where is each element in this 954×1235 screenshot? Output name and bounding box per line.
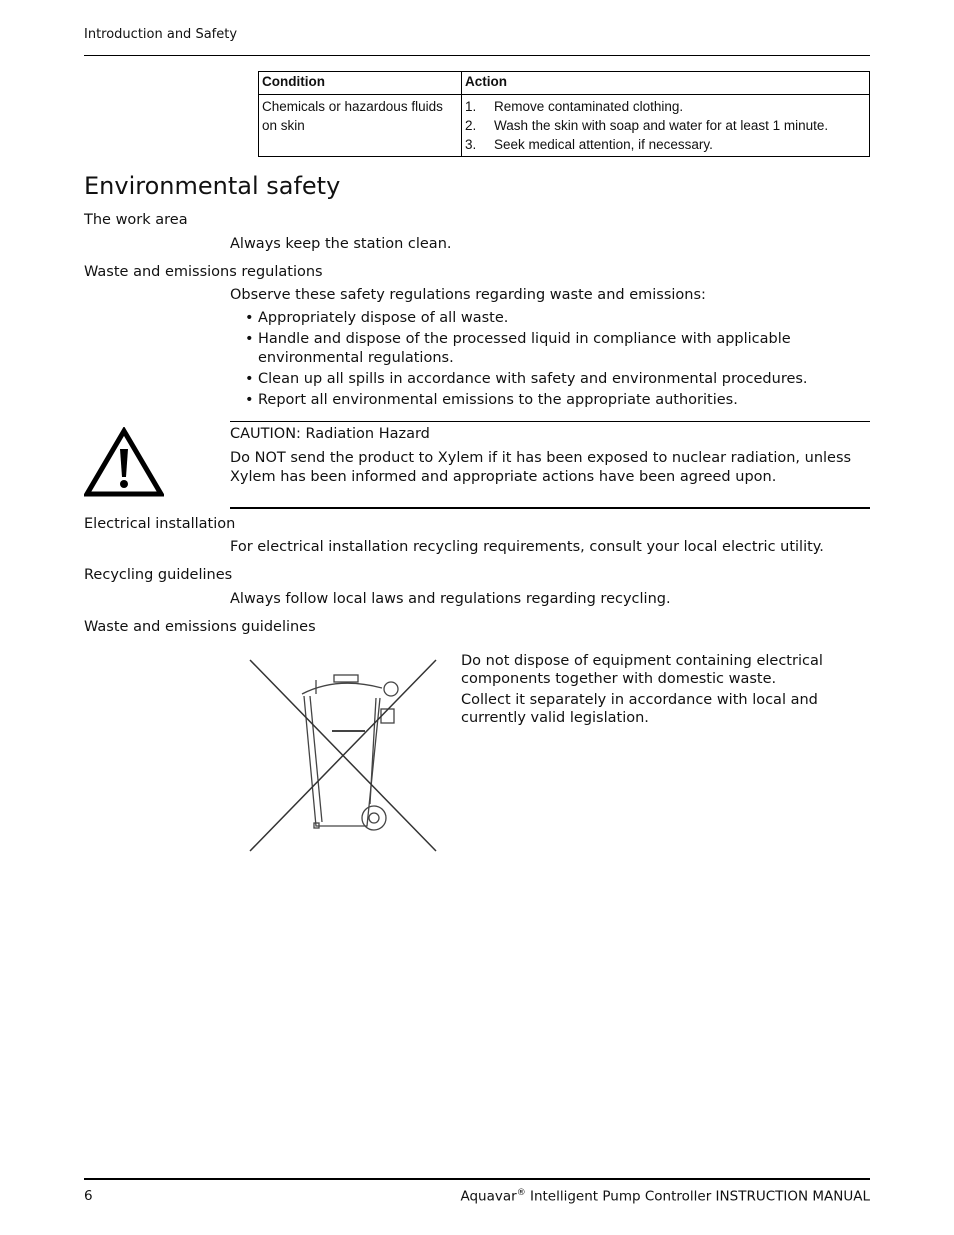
warning-triangle-icon bbox=[84, 427, 164, 497]
work-area-heading: The work area bbox=[84, 212, 188, 228]
step-number: 1. bbox=[465, 99, 477, 114]
table-row bbox=[259, 95, 870, 157]
paragraph: Do not dispose of equipment containing electrical components together with domestic waste. bbox=[461, 653, 823, 687]
bullet-glyph: • bbox=[245, 331, 254, 347]
bullet-glyph: • bbox=[245, 392, 254, 408]
list-item bbox=[245, 370, 845, 389]
waste-guidelines-heading: Waste and emissions guidelines bbox=[84, 619, 316, 635]
caution-title: CAUTION: Radiation Hazard bbox=[230, 426, 430, 442]
section-title: Environmental safety bbox=[84, 172, 341, 200]
registered-mark: ® bbox=[516, 1188, 526, 1198]
table-cell-condition: Chemicals or hazardous fluids on skin bbox=[259, 95, 462, 157]
caution-text: Do NOT send the product to Xylem if it has been exposed to nuclear radiation, unless Xylem has been informed and appropriate actions have been agreed upon. bbox=[230, 450, 852, 485]
list-item-text: Appropriately dispose of all waste. bbox=[258, 310, 509, 326]
action-step bbox=[465, 97, 866, 116]
footer-title-suffix: Intelligent Pump Controller INSTRUCTION MANUAL bbox=[525, 1188, 870, 1205]
footer-title bbox=[460, 1188, 870, 1205]
electrical-text: For electrical installation recycling requirements, consult your local electric utility. bbox=[230, 539, 824, 555]
table-header-condition: Condition bbox=[259, 72, 462, 95]
step-text: Wash the skin with soap and water for at least 1 minute. bbox=[494, 118, 829, 133]
step-text: Remove contaminated clothing. bbox=[494, 99, 684, 114]
paragraph: Collect it separately in accordance with local and currently valid legislation. bbox=[461, 692, 818, 726]
bullet-glyph: • bbox=[245, 310, 254, 326]
list-item-text: Clean up all spills in accordance with safety and environmental procedures. bbox=[258, 371, 808, 387]
recycling-heading: Recycling guidelines bbox=[84, 567, 233, 583]
table-cell-action bbox=[462, 95, 870, 157]
waste-guidelines-text bbox=[461, 652, 841, 730]
waste-regulations-heading: Waste and emissions regulations bbox=[84, 264, 323, 280]
action-step bbox=[465, 116, 866, 135]
work-area-text: Always keep the station clean. bbox=[230, 236, 452, 252]
step-number: 2. bbox=[465, 118, 477, 133]
list-item-text: Handle and dispose of the processed liquid in compliance with applicable environmental regulations. bbox=[258, 331, 791, 366]
running-header: Introduction and Safety bbox=[84, 27, 238, 42]
header-rule bbox=[84, 55, 870, 56]
first-aid-table bbox=[258, 71, 870, 157]
waste-regulations-intro: Observe these safety regulations regarding waste and emissions: bbox=[230, 287, 706, 303]
table-header-row bbox=[259, 72, 870, 95]
step-number: 3. bbox=[465, 137, 477, 152]
crossed-out-wheelie-bin-icon bbox=[232, 654, 454, 858]
caution-top-rule bbox=[230, 421, 870, 422]
list-item-text: Report all environmental emissions to the appropriate authorities. bbox=[258, 392, 738, 408]
footer-title-prefix: Aquavar bbox=[460, 1188, 517, 1205]
electrical-heading: Electrical installation bbox=[84, 516, 236, 532]
action-step bbox=[465, 135, 866, 154]
waste-regulations-list bbox=[245, 309, 845, 412]
table-header-action: Action bbox=[462, 72, 870, 95]
list-item bbox=[245, 330, 845, 368]
step-text: Seek medical attention, if necessary. bbox=[494, 137, 713, 152]
footer-rule bbox=[84, 1178, 870, 1180]
action-steps bbox=[465, 97, 866, 154]
caution-bottom-rule bbox=[230, 507, 870, 509]
page-number: 6 bbox=[84, 1188, 93, 1204]
list-item bbox=[245, 309, 845, 328]
bullet-glyph: • bbox=[245, 371, 254, 387]
recycling-text: Always follow local laws and regulations regarding recycling. bbox=[230, 591, 671, 607]
list-item bbox=[245, 391, 845, 410]
